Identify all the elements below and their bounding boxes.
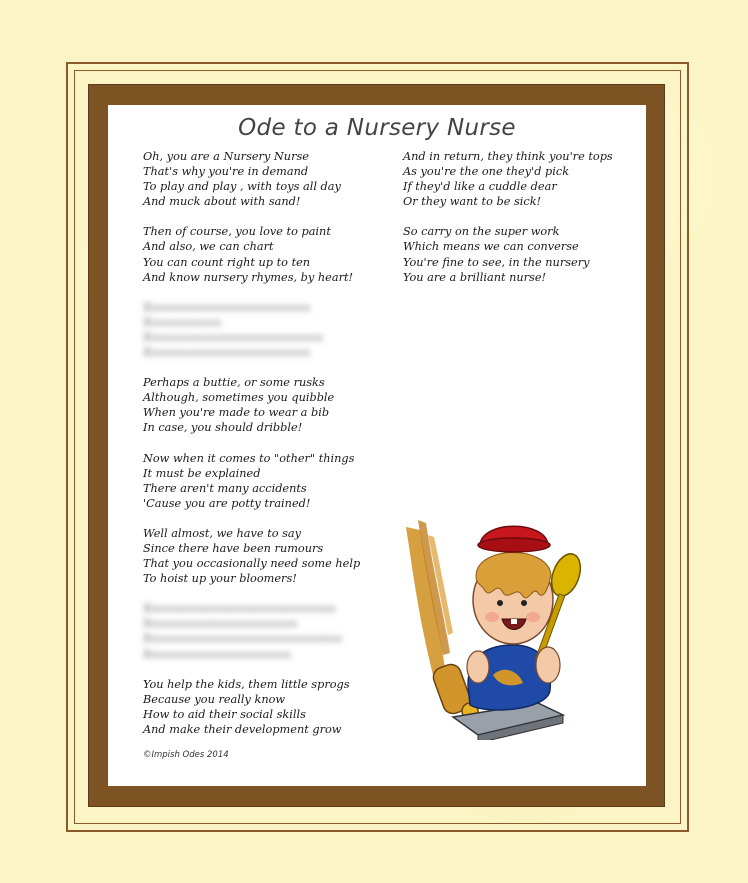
poem-stanza: [403, 149, 643, 209]
poem-line: And also, we can chart: [143, 240, 274, 254]
poem-line: Perhaps a buttie, or some rusks: [143, 376, 325, 390]
poem-line: To hoist up your bloomers!: [143, 572, 297, 586]
poem-line: Then of course, you love to paint: [143, 225, 331, 239]
poem-line: Or they want to be sick!: [403, 195, 542, 209]
poem-line: Xxxxxxxxxxxxxxxxxxxxxxxxxxxx: [143, 330, 324, 344]
poem-stanza: [143, 149, 383, 209]
poem-stanza: [143, 224, 383, 284]
poem-line: Xxxxxxxxxxxxxxxxxxxxxxxxxxxxxx: [143, 602, 336, 616]
poem-line: You're fine to see, in the nursery: [403, 255, 590, 269]
poem-line: You can count right up to ten: [143, 255, 311, 269]
cheek-left: [485, 612, 499, 622]
poem-line: Xxxxxxxxxxxxxxxxxxxxxxxxxx: [143, 346, 311, 360]
poem-line: Xxxxxxxxxxxx: [143, 315, 222, 329]
poem-right-column: [403, 149, 643, 300]
poem-line: To play and play , with toys all day: [143, 180, 341, 194]
poem-line: Xxxxxxxxxxxxxxxxxxxxxxxxxx: [143, 300, 311, 314]
poem-stanza: [143, 526, 383, 586]
eye-left: [497, 600, 503, 606]
poem-left-column: [143, 149, 383, 752]
poem-line: Which means we can converse: [403, 240, 579, 254]
cheek-right: [526, 612, 540, 622]
poem-stanza: [143, 451, 383, 511]
porridge-on-head: [476, 553, 551, 598]
poem-line: Xxxxxxxxxxxxxxxxxxxxxxx: [143, 647, 292, 661]
poem-line: You are a brilliant nurse!: [403, 270, 547, 284]
tooth: [511, 619, 517, 624]
poem-line: That's why you're in demand: [143, 165, 309, 179]
poem-line: Now when it comes to "other" things: [143, 451, 355, 465]
copyright-notice: ©Impish Odes 2014: [143, 750, 229, 760]
poem-line: Because you really know: [143, 692, 286, 706]
poem-line: It must be explained: [143, 466, 261, 480]
poem-line: How to aid their social skills: [143, 707, 306, 721]
poem-title: Ode to a Nursery Nurse: [238, 115, 516, 141]
blurred-stanza: [143, 300, 383, 360]
poem-stanza: [143, 375, 383, 435]
eye-right: [521, 600, 527, 606]
poem-line: If they'd like a cuddle dear: [403, 180, 557, 194]
poem-line: In case, you should dribble!: [143, 421, 303, 435]
poem-line: There aren't many accidents: [143, 481, 307, 495]
poem-stanza: [143, 677, 383, 737]
poem-stanza: [403, 224, 643, 284]
arm-right: [536, 647, 560, 683]
poem-line: Although, sometimes you quibble: [143, 391, 335, 405]
poem-line: And in return, they think you're tops: [403, 150, 613, 163]
poem-line: That you occasionally need some help: [143, 557, 361, 571]
bowl-rim: [478, 538, 550, 552]
poem-line: As you're the one they'd pick: [403, 165, 570, 179]
poem-line: And muck about with sand!: [143, 195, 301, 209]
poem-line: Well almost, we have to say: [143, 526, 302, 540]
poem-line: You help the kids, them little sprogs: [143, 677, 350, 691]
poem-line: And know nursery rhymes, by heart!: [143, 270, 354, 284]
poem-line: When you're made to wear a bib: [143, 406, 330, 420]
poem-line: Since there have been rumours: [143, 541, 324, 555]
arm-left: [467, 651, 489, 683]
poem-line: And make their development grow: [143, 722, 342, 736]
baby-with-bowl-and-spoon-icon: [398, 505, 583, 740]
blurred-stanza: [143, 601, 383, 661]
poem-line: Xxxxxxxxxxxxxxxxxxxxxxxxxxxxxxx: [143, 632, 343, 646]
poem-line: Xxxxxxxxxxxxxxxxxxxxxxxx: [143, 617, 298, 631]
poem-line: Oh, you are a Nursery Nurse: [143, 150, 309, 163]
poem-line: 'Cause you are potty trained!: [143, 496, 311, 510]
poem-line: So carry on the super work: [403, 225, 560, 239]
poem-sheet: [108, 105, 646, 786]
